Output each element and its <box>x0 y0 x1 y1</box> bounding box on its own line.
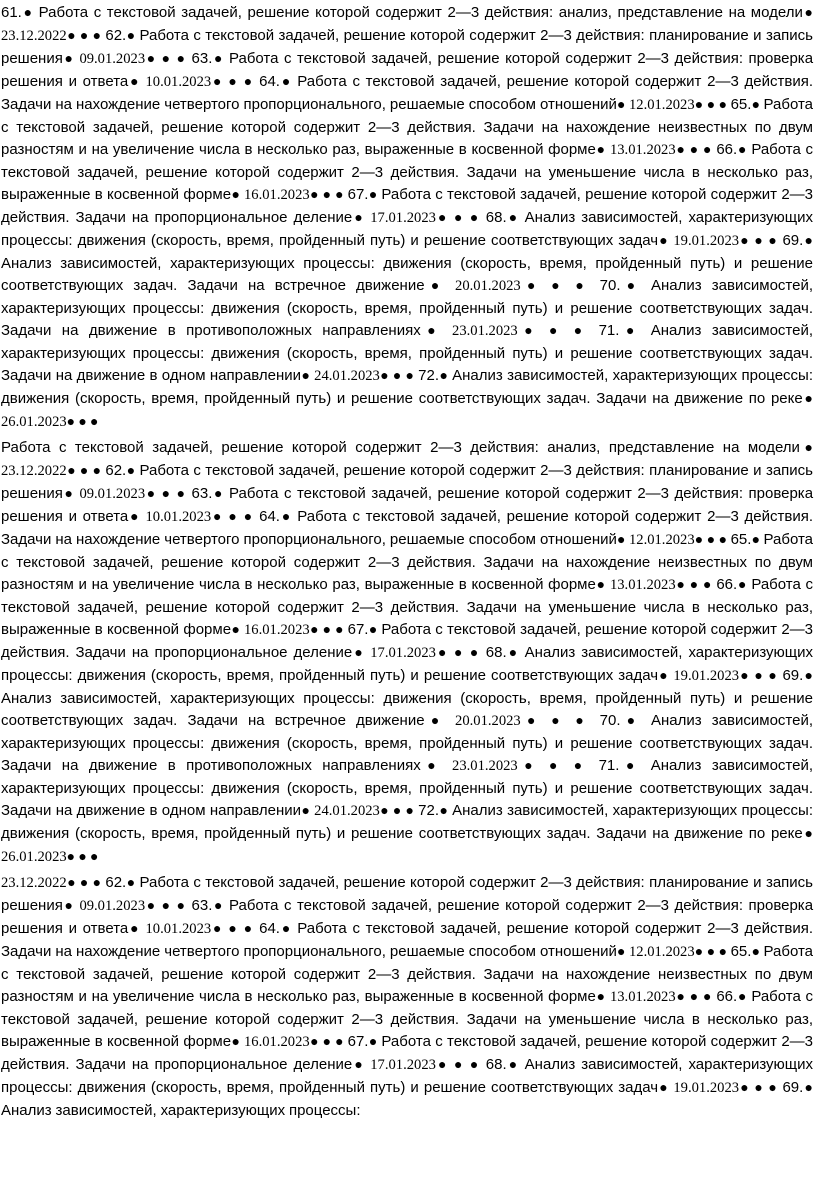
bullet-marker: ● ● ● <box>739 1081 783 1096</box>
lesson-text: Работа с текстовой задачей, решение которой содержит 2—3 действия: анализ, представление на модели <box>38 4 803 21</box>
bullet-marker: ● <box>212 52 229 67</box>
lesson-date: 17.01.2023 <box>370 1057 436 1073</box>
lesson-date: 19.01.2023 <box>673 668 740 684</box>
bullet-marker: ● <box>616 945 629 960</box>
bullet-marker: ● <box>658 669 674 684</box>
bullet-marker: ● ● ● <box>435 211 486 226</box>
lesson-text: 66. <box>716 988 738 1005</box>
bullet-marker: ● <box>802 827 813 842</box>
lesson-text: 69. <box>782 667 804 684</box>
bullet-marker: ● <box>279 510 298 525</box>
bullet-marker: ● ● ● <box>694 533 731 548</box>
bullet-marker: ● <box>751 533 764 548</box>
lesson-text: 65. <box>730 96 752 113</box>
bullet-marker: ● ● ● <box>517 324 599 339</box>
bullet-marker: ● ● ● <box>309 623 348 638</box>
lesson-text: 71. <box>598 322 620 339</box>
lesson-text: 67. <box>347 1033 369 1050</box>
bullet-marker: ● ● ● <box>145 52 192 67</box>
bullet-marker: ● ● ● <box>694 98 731 113</box>
bullet-marker: ● ● ● <box>379 369 419 384</box>
lesson-text: Работа с текстовой задачей, решение которой содержит 2—3 действия. Задачи на уменьшение числа в несколько раз, выраженные в косвенной форме <box>1 141 814 203</box>
bullet-marker: ● <box>737 990 752 1005</box>
bullet-marker: ● ● ● <box>66 29 106 44</box>
lesson-text: Работа с текстовой задачей, решение которой содержит 2—3 действия. Задачи на нахождение неизвестных по двум разностям и на увеличение числа в несколько раз, выраженные в косвенной форме <box>1 531 814 593</box>
bullet-marker: ● <box>424 714 456 729</box>
lesson-date: 17.01.2023 <box>370 210 436 226</box>
bullet-marker: ● <box>658 1081 674 1096</box>
lesson-date: 24.01.2023 <box>314 368 380 384</box>
bullet-marker: ● <box>737 143 752 158</box>
bullet-marker: ● ● ● <box>435 1058 486 1073</box>
bullet-marker: ● ● ● <box>211 510 260 525</box>
bullet-marker: ● <box>595 143 610 158</box>
lesson-text: Анализ зависимостей, характеризующих процессы: движения (скорость, время, пройденный путь) и решение соответствующих задач <box>1 209 814 249</box>
lesson-text: Анализ зависимостей, характеризующих процессы: движения (скорость, время, пройденный путь) и решение соответствующих задач. Задачи на движение по реке <box>1 367 814 407</box>
lesson-date: 23.01.2023 <box>452 758 518 774</box>
lesson-text: Работа с текстовой задачей, решение которой содержит 2—3 действия. Задачи на пропорциональное деление <box>1 621 814 661</box>
lesson-text: 72. <box>418 367 439 384</box>
bullet-marker: ● ● ● <box>309 1035 348 1050</box>
lesson-list-paragraph-1 <box>1 2 813 434</box>
bullet-marker: ● ● ● <box>520 714 600 729</box>
bullet-marker: ● <box>231 623 244 638</box>
bullet-marker: ● <box>128 922 146 937</box>
lesson-text: Анализ зависимостей, характеризующих процессы: движения (скорость, время, пройденный путь) и решение соответствующих задач. Задачи на движение в противоположных направлениях <box>1 712 813 774</box>
lesson-text: Работа с текстовой задачей, решение которой содержит 2—3 действия. Задачи на нахождение неизвестных по двум разностям и на увеличение числа в несколько раз, выраженные в косвенной форме <box>1 96 814 158</box>
lesson-date: 12.01.2023 <box>628 944 695 960</box>
bullet-marker: ● <box>658 234 674 249</box>
lesson-text: Работа с текстовой задачей, решение которой содержит 2—3 действия: проверка решения и ответа <box>1 485 814 525</box>
bullet-marker: ● <box>803 1081 813 1096</box>
lesson-text: 63. <box>191 485 213 502</box>
lesson-date: 10.01.2023 <box>145 921 212 937</box>
bullet-marker: ● ● ● <box>145 487 192 502</box>
bullet-marker: ● <box>616 98 629 113</box>
bullet-marker: ● <box>212 899 229 914</box>
lesson-date: 20.01.2023 <box>455 713 521 729</box>
lesson-text: 68. <box>485 209 507 226</box>
bullet-marker: ● ● ● <box>739 669 783 684</box>
bullet-marker: ● <box>619 759 651 774</box>
bullet-marker: ● ● ● <box>211 75 260 90</box>
lesson-text: 70. <box>599 712 621 729</box>
bullet-marker: ● ● ● <box>66 850 99 865</box>
lesson-text: 61. <box>1 4 22 21</box>
lesson-list-paragraph-3 <box>1 872 813 1122</box>
bullet-marker: ● ● ● <box>66 876 106 891</box>
bullet-marker: ● ● ● <box>145 899 192 914</box>
bullet-marker: ● <box>802 6 814 21</box>
bullet-marker: ● <box>616 533 629 548</box>
lesson-date: 16.01.2023 <box>243 1034 310 1050</box>
bullet-marker: ● <box>619 324 651 339</box>
bullet-marker: ● <box>620 714 652 729</box>
lesson-text: Работа с текстовой задачей, решение которой содержит 2—3 действия. Задачи на пропорциональное деление <box>1 1033 814 1073</box>
bullet-marker: ● <box>301 369 315 384</box>
lesson-text: Анализ зависимостей, характеризующих процессы: движения (скорость, время, пройденный путь) и решение соответствующих задач. Задачи на встречное движение <box>1 690 813 729</box>
lesson-text: 69. <box>782 232 804 249</box>
bullet-marker: ● <box>352 1058 371 1073</box>
lesson-text: Анализ зависимостей, характеризующих процессы: <box>1 1102 361 1119</box>
lesson-text: 67. <box>347 186 369 203</box>
bullet-marker: ● <box>439 804 453 819</box>
lesson-text: Анализ зависимостей, характеризующих процессы: движения (скорость, время, пройденный путь) и решение соответствующих задач. Задачи на движение по реке <box>1 802 814 842</box>
lesson-date: 20.01.2023 <box>455 278 521 294</box>
bullet-marker: ● <box>802 392 813 407</box>
lesson-text: Работа с текстовой задачей, решение которой содержит 2—3 действия: планирование и запись решения <box>1 874 813 914</box>
lesson-text: 68. <box>485 644 507 661</box>
bullet-marker: ● ● ● <box>694 945 731 960</box>
lesson-text: 63. <box>191 897 213 914</box>
bullet-marker: ● <box>751 98 764 113</box>
lesson-text: Анализ зависимостей, характеризующих процессы: движения (скорость, время, пройденный путь) и решение соответствующих задач. Задачи на встречное движение <box>1 255 813 294</box>
lesson-date: 16.01.2023 <box>243 622 310 638</box>
bullet-marker: ● <box>279 75 298 90</box>
bullet-marker: ● <box>301 804 315 819</box>
bullet-marker: ● ● ● <box>66 464 106 479</box>
lesson-date: 24.01.2023 <box>314 803 380 819</box>
bullet-marker: ● <box>620 279 652 294</box>
lesson-date: 09.01.2023 <box>79 486 146 502</box>
lesson-text: Анализ зависимостей, характеризующих процессы: движения (скорость, время, пройденный путь) и решение соответствующих задач. Задачи на движение в одном направлении <box>1 322 814 384</box>
lesson-date: 16.01.2023 <box>243 187 310 203</box>
lesson-text: 65. <box>730 531 752 548</box>
bullet-marker: ● <box>231 188 244 203</box>
bullet-marker: ● <box>368 623 382 638</box>
lesson-date: 23.12.2022 <box>1 875 67 891</box>
bullet-marker: ● <box>62 899 80 914</box>
lesson-text: Работа с текстовой задачей, решение которой содержит 2—3 действия. Задачи на уменьшение числа в несколько раз, выраженные в косвенной форме <box>1 576 814 638</box>
lesson-text: 62. <box>105 27 127 44</box>
lesson-date: 13.01.2023 <box>609 142 676 158</box>
bullet-marker: ● <box>126 876 140 891</box>
lesson-text: 64. <box>259 920 280 937</box>
lesson-date: 26.01.2023 <box>1 414 67 430</box>
lesson-text: Анализ зависимостей, характеризующих процессы: движения (скорость, время, пройденный путь) и решение соответствующих задач <box>1 644 814 684</box>
lesson-text: 66. <box>716 141 738 158</box>
bullet-marker: ● ● ● <box>675 990 717 1005</box>
lesson-date: 10.01.2023 <box>145 74 212 90</box>
bullet-marker: ● ● ● <box>675 578 717 593</box>
bullet-marker: ● <box>368 188 382 203</box>
bullet-marker: ● <box>803 669 813 684</box>
bullet-marker: ● ● ● <box>739 234 783 249</box>
lesson-text: Анализ зависимостей, характеризующих процессы: движения (скорость, время, пройденный путь) и решение соответствующих задач <box>1 1056 814 1096</box>
lesson-text: 67. <box>347 621 369 638</box>
bullet-marker: ● <box>803 234 813 249</box>
document-page <box>1 2 813 1122</box>
bullet-marker: ● <box>62 487 80 502</box>
bullet-marker: ● <box>506 211 525 226</box>
bullet-marker: ● <box>231 1035 244 1050</box>
bullet-marker: ● <box>420 759 453 774</box>
lesson-text: Работа с текстовой задачей, решение которой содержит 2—3 действия. Задачи на нахождение неизвестных по двум разностям и на увеличение числа в несколько раз, выраженные в косвенной форме <box>1 943 814 1005</box>
lesson-text: Работа с текстовой задачей, решение которой содержит 2—3 действия: анализ, представление на модели <box>1 439 800 456</box>
lesson-text: 64. <box>259 508 280 525</box>
lesson-text: 72. <box>418 802 439 819</box>
lesson-date: 10.01.2023 <box>145 509 212 525</box>
bullet-marker: ● ● ● <box>435 646 486 661</box>
lesson-text: 69. <box>782 1079 804 1096</box>
lesson-date: 19.01.2023 <box>673 1080 740 1096</box>
bullet-marker: ● <box>126 29 140 44</box>
lesson-text: 62. <box>105 874 127 891</box>
lesson-date: 26.01.2023 <box>1 849 67 865</box>
lesson-date: 19.01.2023 <box>673 233 740 249</box>
bullet-marker: ● <box>751 945 764 960</box>
bullet-marker: ● <box>126 464 140 479</box>
lesson-date: 12.01.2023 <box>628 532 695 548</box>
bullet-marker: ● <box>506 1058 525 1073</box>
bullet-marker: ● <box>212 487 229 502</box>
bullet-marker: ● ● ● <box>520 279 600 294</box>
lesson-text: 65. <box>730 943 752 960</box>
lesson-text: Работа с текстовой задачей, решение которой содержит 2—3 действия. Задачи на нахождение четвертого пропорционального, решаемые способом отношений <box>1 73 814 113</box>
bullet-marker: ● ● ● <box>66 415 99 430</box>
lesson-list-paragraph-2 <box>1 437 813 869</box>
bullet-marker: ● <box>128 510 146 525</box>
lesson-text: Работа с текстовой задачей, решение которой содержит 2—3 действия: планирование и запись решения <box>1 462 813 502</box>
bullet-marker: ● <box>737 578 752 593</box>
lesson-text: 66. <box>716 576 738 593</box>
lesson-text: 63. <box>191 50 213 67</box>
lesson-text: Работа с текстовой задачей, решение которой содержит 2—3 действия: планирование и запись решения <box>1 27 813 67</box>
bullet-marker: ● <box>352 211 371 226</box>
bullet-marker: ● ● ● <box>211 922 260 937</box>
lesson-text: 64. <box>259 73 280 90</box>
bullet-marker: ● <box>128 75 146 90</box>
bullet-marker: ● ● ● <box>675 143 717 158</box>
lesson-date: 23.12.2022 <box>1 28 67 44</box>
lesson-text: 68. <box>485 1056 507 1073</box>
lesson-date: 23.12.2022 <box>1 463 67 479</box>
lesson-date: 23.01.2023 <box>452 323 518 339</box>
lesson-text: Работа с текстовой задачей, решение которой содержит 2—3 действия. Задачи на уменьшение числа в несколько раз, выраженные в косвенной форме <box>1 988 814 1050</box>
bullet-marker: ● <box>352 646 371 661</box>
bullet-marker: ● <box>62 52 80 67</box>
lesson-text: Работа с текстовой задачей, решение которой содержит 2—3 действия: проверка решения и ответа <box>1 897 814 937</box>
bullet-marker: ● <box>595 578 610 593</box>
lesson-text: 70. <box>599 277 621 294</box>
bullet-marker: ● <box>279 922 298 937</box>
bullet-marker: ● ● ● <box>379 804 419 819</box>
lesson-date: 13.01.2023 <box>609 989 676 1005</box>
lesson-date: 17.01.2023 <box>370 645 436 661</box>
lesson-text: Работа с текстовой задачей, решение которой содержит 2—3 действия. Задачи на пропорциональное деление <box>1 186 814 226</box>
bullet-marker: ● <box>424 279 456 294</box>
bullet-marker: ● <box>439 369 453 384</box>
bullet-marker: ● <box>595 990 610 1005</box>
lesson-date: 13.01.2023 <box>609 577 676 593</box>
lesson-text: Анализ зависимостей, характеризующих процессы: движения (скорость, время, пройденный путь) и решение соответствующих задач. Задачи на движение в одном направлении <box>1 757 814 819</box>
lesson-date: 09.01.2023 <box>79 898 146 914</box>
bullet-marker: ● ● ● <box>309 188 348 203</box>
lesson-date: 12.01.2023 <box>628 97 695 113</box>
bullet-marker: ● <box>506 646 525 661</box>
lesson-text: Работа с текстовой задачей, решение которой содержит 2—3 действия. Задачи на нахождение четвертого пропорционального, решаемые способом отношений <box>1 508 814 548</box>
bullet-marker: ● <box>799 441 813 456</box>
lesson-text: Анализ зависимостей, характеризующих процессы: движения (скорость, время, пройденный путь) и решение соответствующих задач. Задачи на движение в противоположных направлениях <box>1 277 813 339</box>
bullet-marker: ● <box>420 324 453 339</box>
lesson-date: 09.01.2023 <box>79 51 146 67</box>
bullet-marker: ● <box>368 1035 382 1050</box>
lesson-text: Работа с текстовой задачей, решение которой содержит 2—3 действия. Задачи на нахождение четвертого пропорционального, решаемые способом отношений <box>1 920 814 960</box>
bullet-marker: ● <box>21 6 39 21</box>
lesson-text: Работа с текстовой задачей, решение которой содержит 2—3 действия: проверка решения и ответа <box>1 50 814 90</box>
lesson-text: 62. <box>105 462 127 479</box>
bullet-marker: ● ● ● <box>517 759 599 774</box>
lesson-text: 71. <box>598 757 620 774</box>
